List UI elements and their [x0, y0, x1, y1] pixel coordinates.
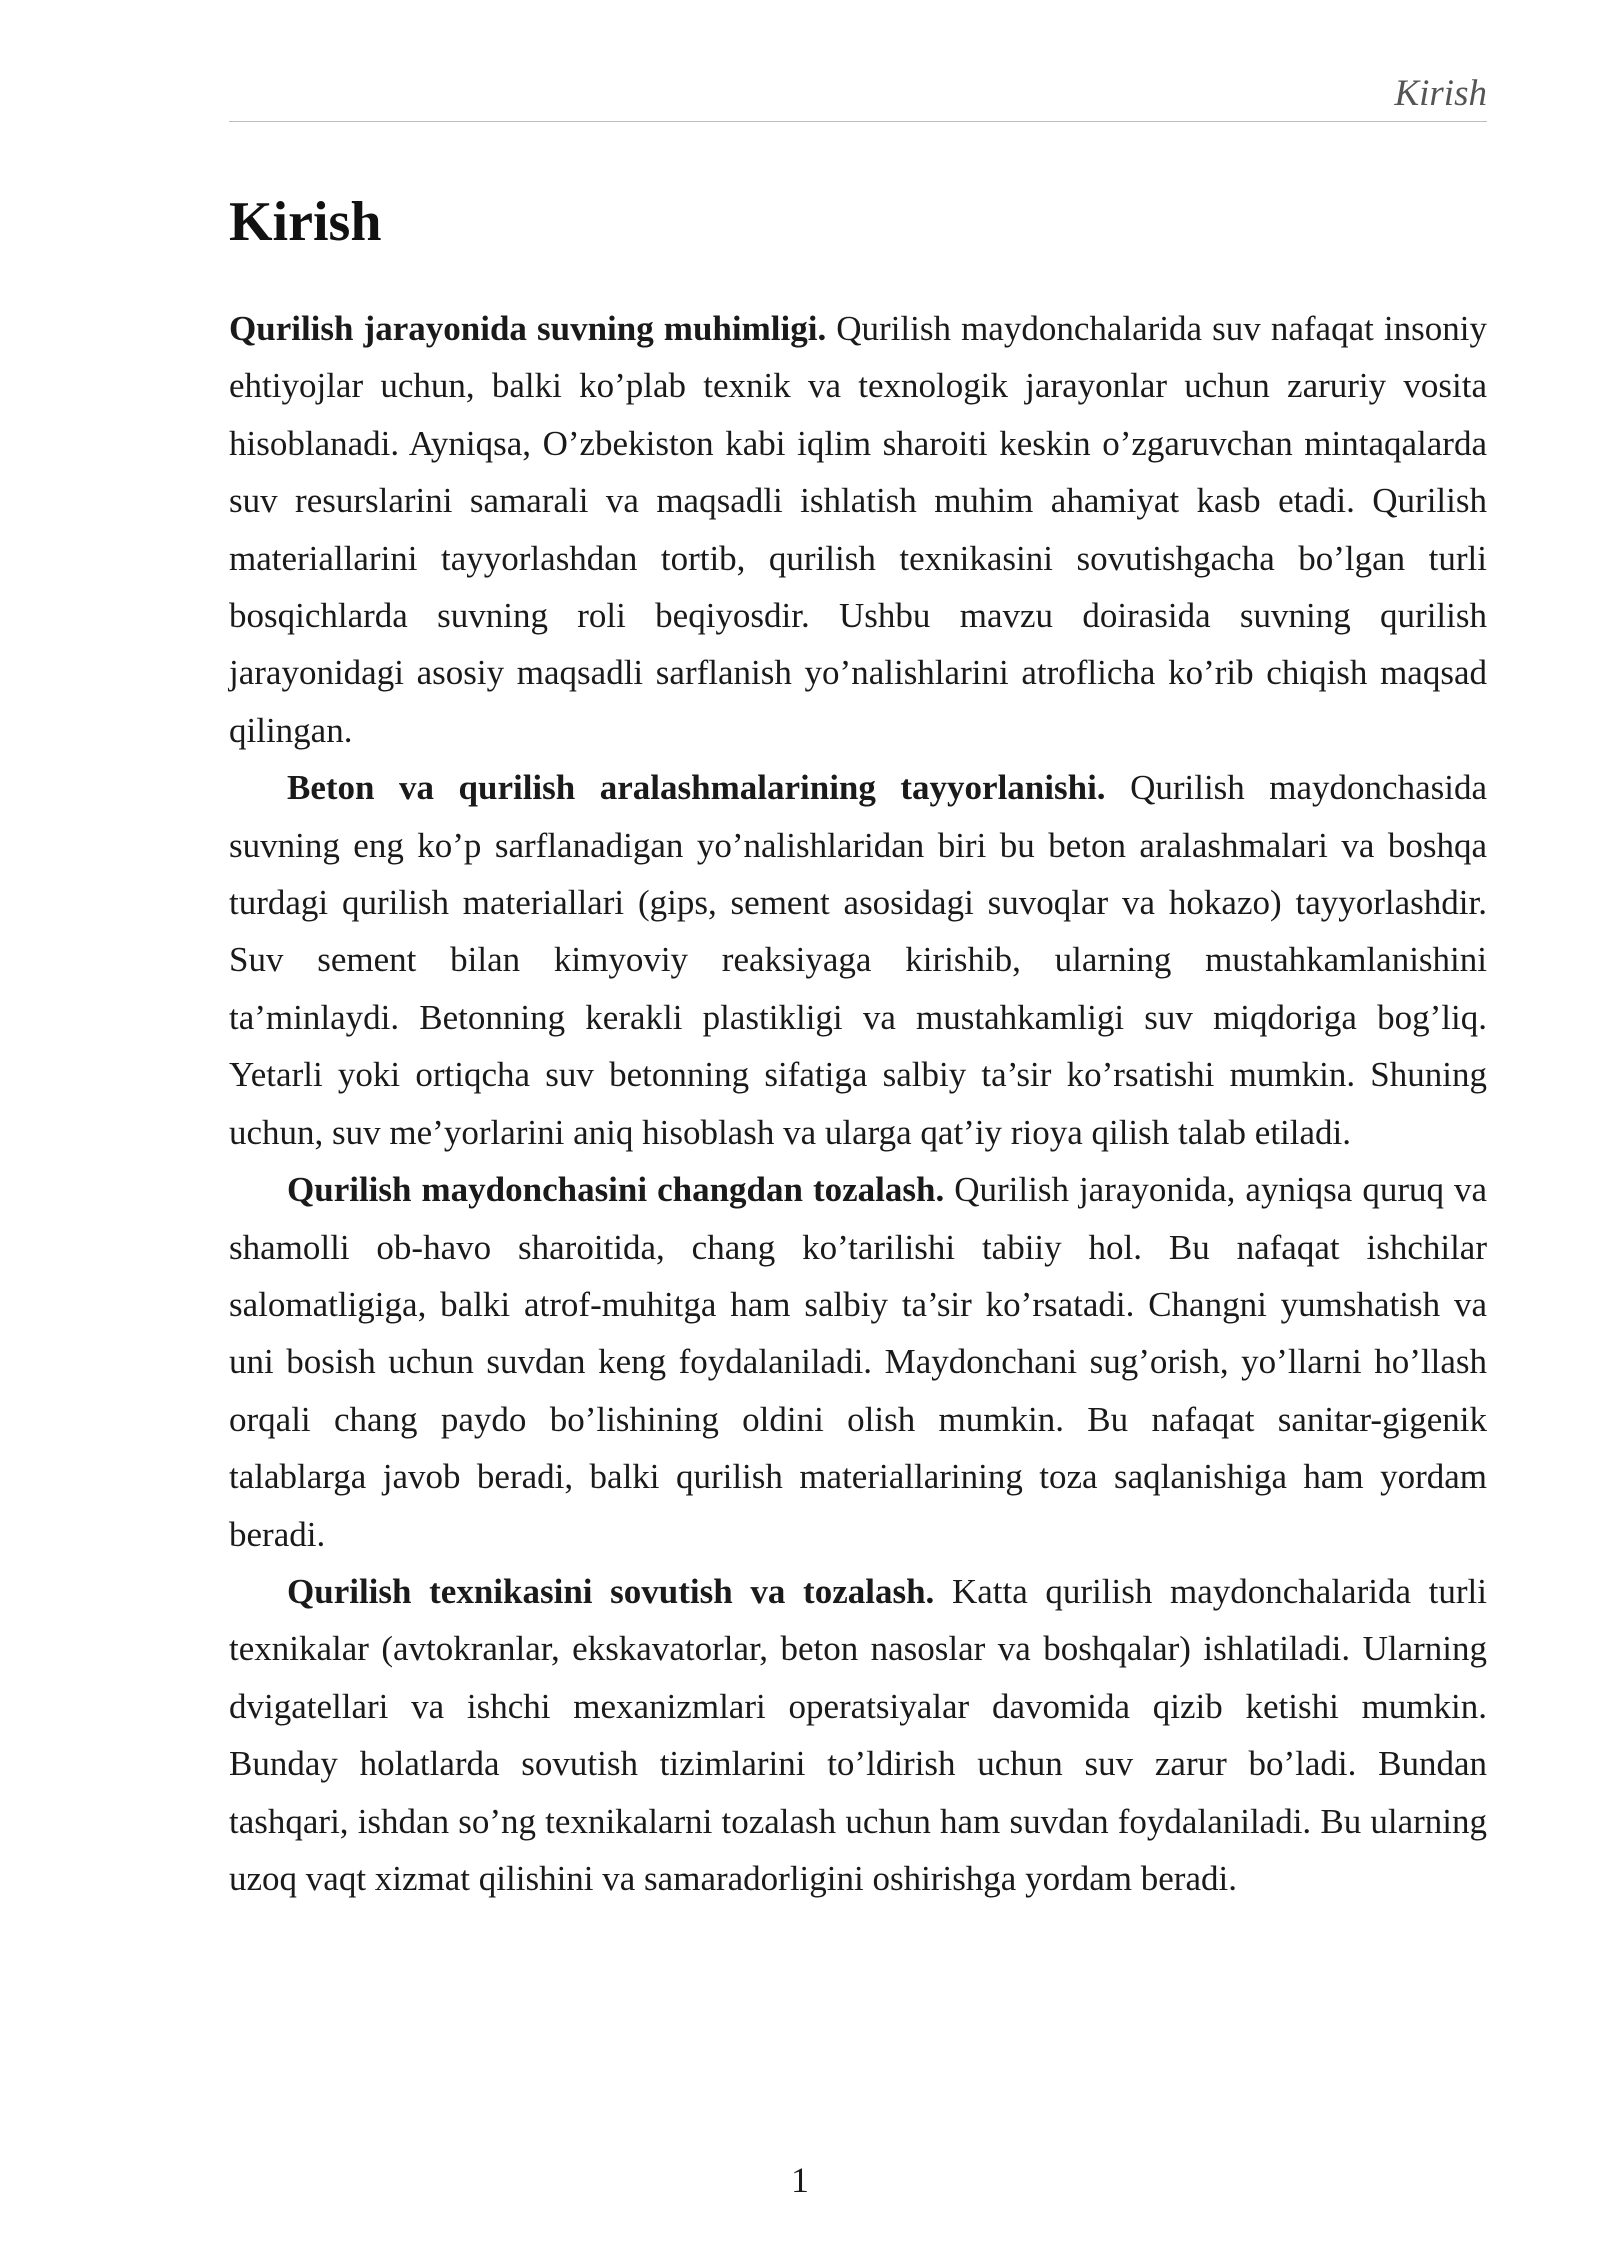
running-header-title: Kirish [1394, 73, 1487, 114]
page-number: 1 [791, 2160, 809, 2200]
paragraph-heading: Qurilish texnikasini sovutish va tozalash. [287, 1571, 935, 1611]
chapter-title: Kirish [229, 191, 382, 253]
paragraph-text: Qurilish jarayonida, ayniqsa quruq va shamolli ob-havo sharoitida, chang ko’tarilishi tabiiy hol. Bu nafaqat ishchilar salomatligiga, balki atrof-muhitga ham salbiy ta’sir ko’rsatadi. Changni yumshatish va uni bosish uchun suvdan keng foydalaniladi. Maydonchani sug’orish, yo’llarni ho’llash orqali chang paydo bo’lishining oldini olish mumkin. Bu nafaqat sanitar-gigenik talablarga javob beradi, balki qurilish materiallarining toza saqlanishiga ham yordam beradi. [229, 1170, 1487, 1554]
paragraph-equipment-cooling [229, 1563, 1487, 1907]
paragraph-heading: Qurilish maydonchasini changdan tozalash. [287, 1170, 945, 1210]
paragraph-heading: Qurilish jarayonida suvning muhimligi. [229, 309, 827, 348]
paragraph-water-importance [229, 300, 1487, 759]
paragraph-concrete-mixtures [229, 759, 1487, 1161]
paragraph-dust-control [229, 1161, 1487, 1563]
paragraph-text: Qurilish maydonchasida suvning eng ko’p sarflanadigan yo’nalishlaridan biri bu beton aralashmalari va boshqa turdagi qurilish materiallari (gips, sement asosidagi suvoqlar va hokazo) tayyorlashdir. Suv sement bilan kimyoviy reaksiyaga kirishib, ularning mustahkamlanishini ta’minlaydi. Betonning kerakli plastikligi va mustahkamligi suv miqdoriga bog’liq. Yetarli yoki ortiqcha suv betonning sifatiga salbiy ta’sir ko’rsatishi mumkin. Shuning uchun, suv me’yorlarini aniq hisoblash va ularga qat’iy rioya qilish talab etiladi. [229, 768, 1487, 1152]
paragraph-text: Katta qurilish maydonchalarida turli texnikalar (avtokranlar, ekskavatorlar, beton nasoslar va boshqalar) ishlatiladi. Ularning dvigatellari va ishchi mexanizmlari operatsiyalar davomida qizib ketishi mumkin. Bunday holatlarda sovutish tizimlarini to’ldirish uchun suv zarur bo’ladi. Bundan tashqari, ishdan so’ng texnikalarni tozalash uchun ham suvdan foydalaniladi. Bu ularning uzoq vaqt xizmat qilishini va samaradorligini oshirishga yordam beradi. [229, 1571, 1487, 1898]
paragraph-text: Qurilish maydonchalarida suv nafaqat insoniy ehtiyojlar uchun, balki ko’plab texnik va texnologik jarayonlar uchun zaruriy vosita hisoblanadi. Ayniqsa, O’zbekiston kabi iqlim sharoiti keskin o’zgaruvchan mintaqalarda suv resurslarini samarali va maqsadli ishlatish muhim ahamiyat kasb etadi. Qurilish materiallarini tayyorlashdan tortib, qurilish texnikasini sovutishgacha bo’lgan turli bosqichlarda suvning roli beqiyosdir. Ushbu mavzu doirasida suvning qurilish jarayonidagi asosiy maqsadli sarflanish yo’nalishlarini atroflicha ko’rib chiqish maqsad qilingan. [229, 309, 1487, 750]
body-text [229, 300, 1487, 1907]
paragraph-heading: Beton va qurilish aralashmalarining tayyorlanishi. [287, 768, 1106, 808]
running-header [229, 70, 1487, 122]
